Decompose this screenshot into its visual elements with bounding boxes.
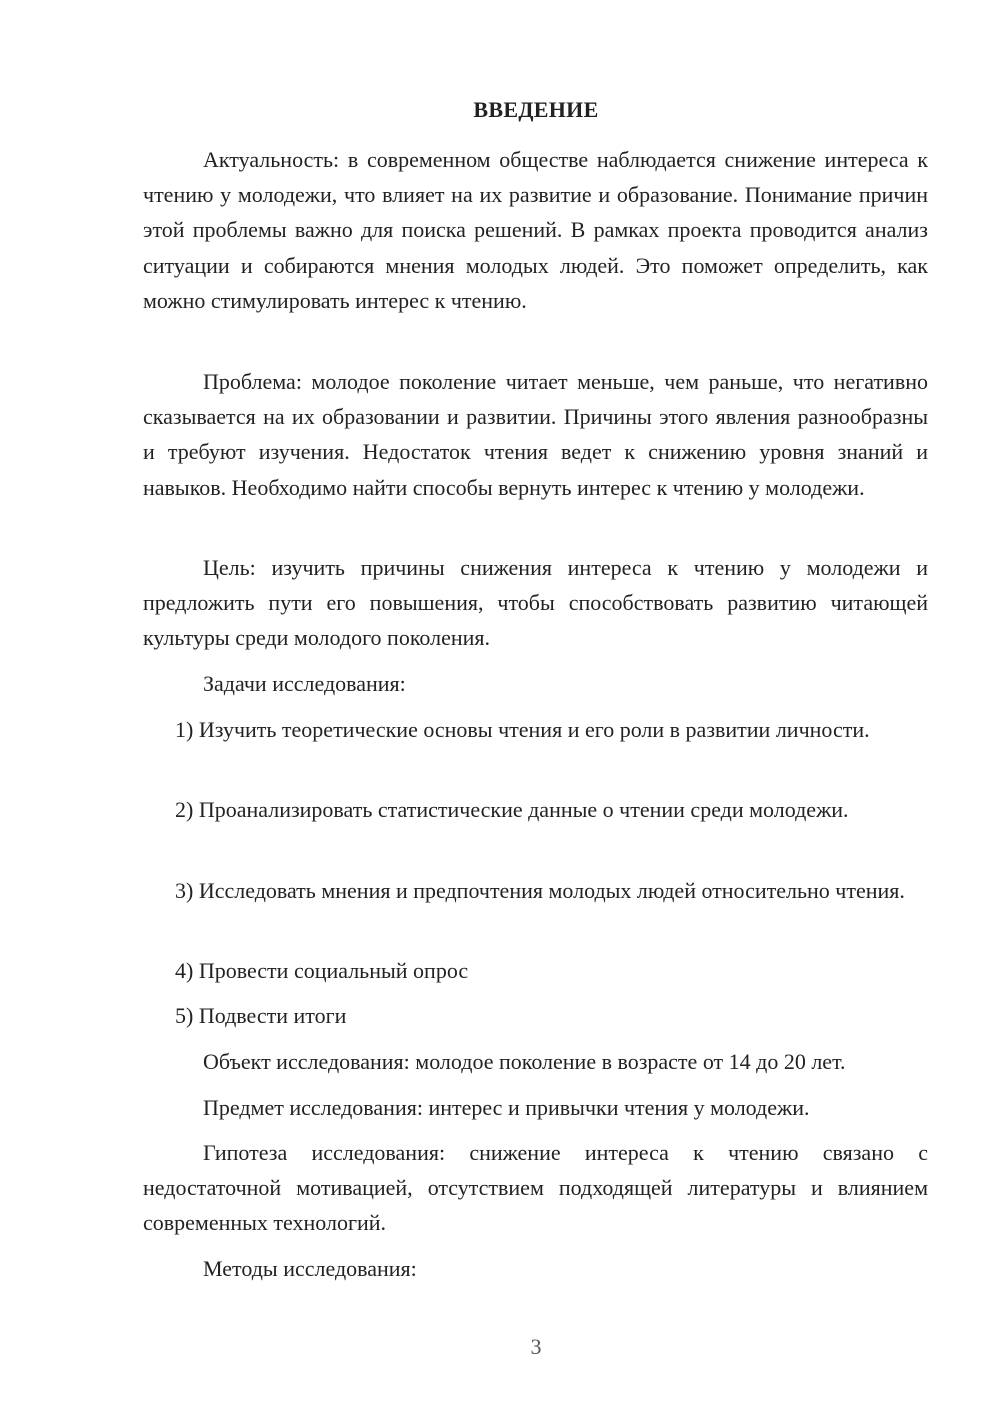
paragraph-relevance: Актуальность: в современном обществе наблюдается снижение интереса к чтению у молодежи, что влияет на их развитие и образование. Понимание причин этой проблемы важно для поиска решений. В рамках проекта проводится анализ ситуации и собираются мнения молодых людей. Это поможет определить, как можно стимулировать интерес к чтению.: [143, 147, 928, 313]
paragraph-goal: Цель: изучить причины снижения интереса к чтению у молодежи и предложить пути его повышения, чтобы способствовать развитию читающей культуры среди молодого поколения.: [143, 555, 928, 651]
task-item-4: 4) Провести социальный опрос: [175, 958, 469, 983]
paragraph-problem: Проблема: молодое поколение читает меньше, чем раньше, что негативно сказывается на их образовании и развитии. Причины этого явления разнообразны и требуют изучения. Недостаток чтения ведет к снижению уровня знаний и навыков. Необходимо найти способы вернуть интерес к чтению у молодежи.: [143, 369, 928, 500]
tasks-heading: Задачи исследования:: [203, 671, 406, 696]
page-title: ВВЕДЕНИЕ: [473, 97, 599, 122]
page-number: 3: [530, 1334, 542, 1359]
methods-heading: Методы исследования:: [203, 1256, 417, 1281]
task-item-3: 3) Исследовать мнения и предпочтения молодых людей относительно чтения.: [175, 878, 905, 903]
task-item-5: 5) Подвести итоги: [175, 1003, 347, 1028]
paragraph-subject: Предмет исследования: интерес и привычки чтения у молодежи.: [203, 1095, 810, 1120]
paragraph-hypothesis: Гипотеза исследования: снижение интереса к чтению связано с недостаточной мотивацией, отсутствием подходящей литературы и влиянием современных технологий.: [143, 1140, 928, 1236]
paragraph-object: Объект исследования: молодое поколение в возрасте от 14 до 20 лет.: [203, 1049, 846, 1074]
task-item-2: 2) Проанализировать статистические данные о чтении среди молодежи.: [175, 797, 849, 822]
task-item-1: 1) Изучить теоретические основы чтения и его роли в развитии личности.: [175, 717, 870, 742]
